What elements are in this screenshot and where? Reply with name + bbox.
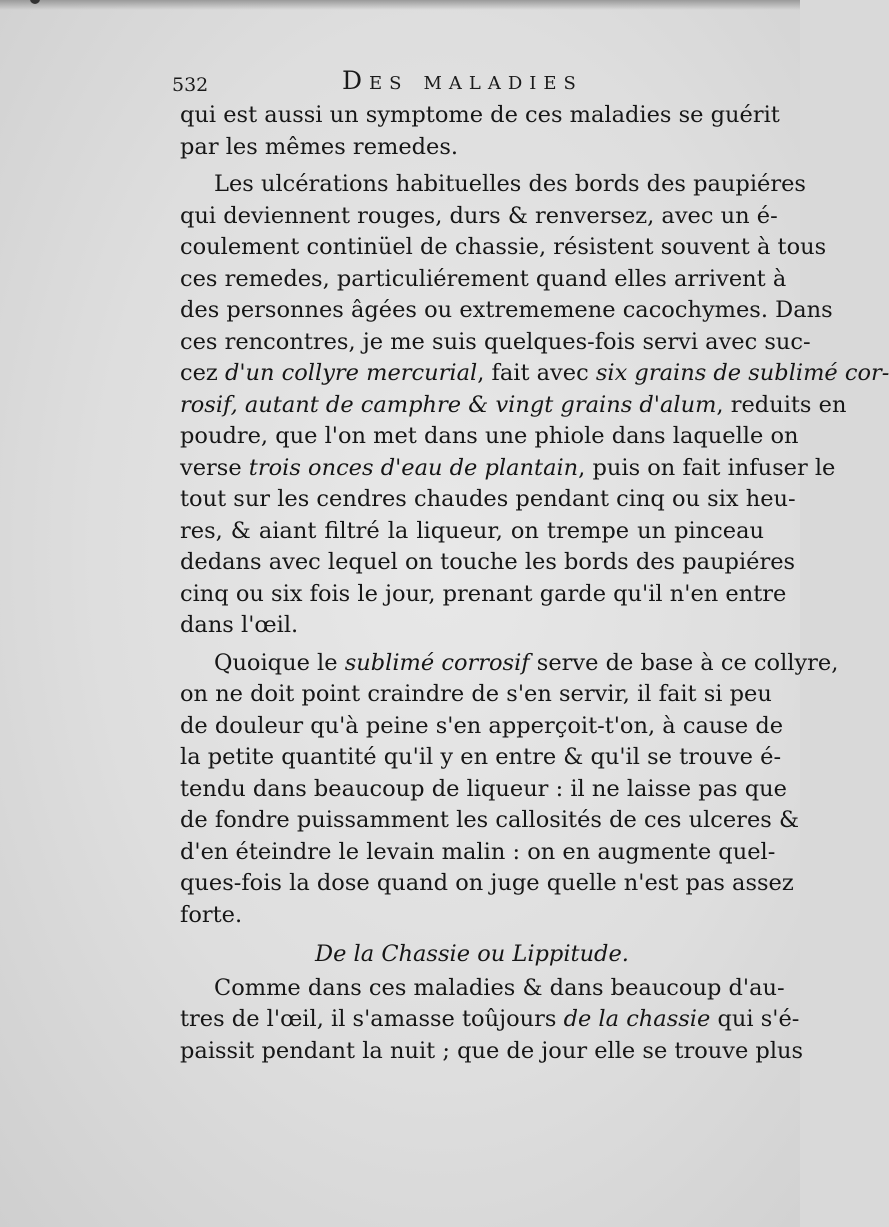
text-line: coulement continüel de chassie, résistent souvent à tous bbox=[180, 234, 827, 260]
text-line bbox=[180, 1004, 800, 1036]
page-header bbox=[172, 62, 782, 102]
text-line: poudre, que l'on met dans une phiole dans laquelle on bbox=[180, 423, 799, 449]
text-line: par les mêmes remedes. bbox=[180, 133, 459, 160]
text-line: cinq ou six fois le jour, prenant garde qu'il n'en entre bbox=[180, 580, 787, 607]
page-number: 532 bbox=[172, 74, 209, 96]
italic-run: six grains de sublimé cor- bbox=[595, 360, 889, 386]
text-line: des personnes âgées ou extrememene cacochymes. Dans bbox=[180, 297, 833, 323]
text-line: Comme dans ces maladies & dans beaucoup d'au- bbox=[214, 974, 785, 1001]
text-line bbox=[180, 453, 836, 485]
text-run: Quoique le bbox=[214, 649, 345, 676]
text-run: tres de l'œil, il s'amasse toûjours bbox=[180, 1006, 564, 1032]
text-line: res, & aiant filtré la liqueur, on trempe un pinceau bbox=[180, 517, 764, 544]
text-line: forte. bbox=[180, 901, 243, 928]
italic-run: d'un collyre mercurial bbox=[224, 360, 478, 386]
text-line: qui deviennent rouges, durs & renversez, avec un é- bbox=[180, 202, 778, 229]
text-run: verse bbox=[180, 454, 249, 481]
italic-run: de la chassie bbox=[563, 1006, 711, 1032]
text-line: tout sur les cendres chaudes pendant cinq ou six heu- bbox=[180, 486, 796, 512]
text-line: dans l'œil. bbox=[180, 612, 299, 638]
text-line: de fondre puissamment les callosités de ces ulceres & bbox=[180, 807, 799, 833]
text-run: cez bbox=[180, 360, 225, 386]
text-line: ces rencontres, je me suis quelques-fois servi avec suc- bbox=[180, 328, 811, 355]
text-line: qui est aussi un symptome de ces maladies se guérit bbox=[180, 102, 780, 128]
text-line: d'en éteindre le levain malin : on en augmente quel- bbox=[180, 838, 776, 865]
text-line: ces remedes, particuliérement quand elles arrivent à bbox=[180, 265, 787, 292]
text-run: qui s'é- bbox=[710, 1006, 800, 1032]
text-line: paissit pendant la nuit ; que de jour elle se trouve plus bbox=[180, 1037, 804, 1064]
body-text bbox=[180, 100, 889, 1067]
text-line: la petite quantité qu'il y en entre & qu'il se trouve é- bbox=[180, 744, 782, 770]
text-line bbox=[180, 648, 839, 680]
page-edge-shadow bbox=[0, 0, 800, 10]
section-title: De la Chassie ou Lippitude. bbox=[315, 941, 629, 967]
text-line bbox=[180, 358, 889, 390]
text-run: serve de base à ce collyre, bbox=[529, 649, 839, 676]
italic-run: trois onces d'eau de plantain bbox=[248, 454, 579, 481]
text-run: , reduits en bbox=[716, 391, 847, 418]
text-line: dedans avec lequel on touche les bords des paupiéres bbox=[180, 549, 796, 575]
text-line: on ne doit point craindre de s'en servir, il fait si peu bbox=[180, 681, 772, 707]
text-run: , puis on fait infuser le bbox=[578, 454, 836, 481]
italic-run: rosif, autant de camphre & vingt grains d'alum bbox=[180, 391, 717, 418]
text-line bbox=[180, 390, 847, 422]
text-run: , fait avec bbox=[477, 360, 596, 386]
text-line: Les ulcérations habituelles des bords des paupiéres bbox=[214, 171, 806, 197]
italic-run: sublimé corrosif bbox=[344, 649, 530, 676]
running-head: Des maladies bbox=[342, 66, 583, 95]
text-line: de douleur qu'à peine s'en apperçoit-t'on, à cause de bbox=[180, 712, 784, 739]
text-line: ques-fois la dose quand on juge quelle n'est pas assez bbox=[180, 870, 794, 896]
text-line: tendu dans beaucoup de liqueur : il ne laisse pas que bbox=[180, 775, 787, 802]
